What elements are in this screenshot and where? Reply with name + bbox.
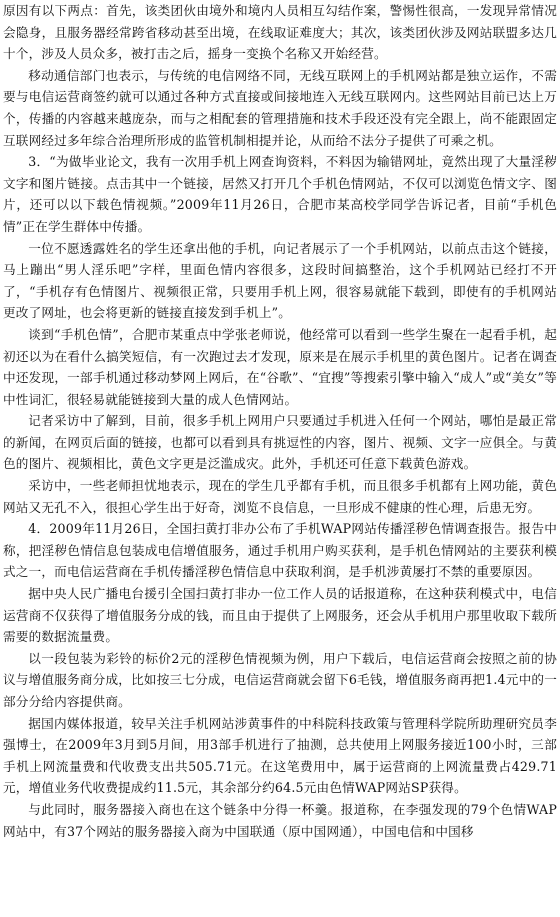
paragraph-7: 4．2009年11月26日，全国扫黄打非办公布了手机WAP网站传播淫秽色情调查报告。报告中称，把淫秽色情信息包装成电信增值服务，通过手机用户购买获利，是手机色情网站的主要获利模式之一，而电信运营商在手机传播淫秽色情信息中获取利润，是手机涉黄屡打不禁的重要原因。 [3,521,557,580]
paragraph-0: 原因有以下两点：首先，该类团伙由境外和境内人员相互勾结作案，警惕性很高，一发现异常情况会隐身，且服务器经常跨省移动甚至出境，在线取证难度大；其次，该类团伙涉及网站联盟多达几十个，涉及人员众多，被打击之后，摇身一变换个名称又开始经营。 [3,3,557,62]
paragraph-6: 采访中，一些老师担忧地表示，现在的学生几乎都有手机，而且很多手机都有上网功能，黄色网站又无孔不入，很担心学生出于好奇，浏览不良信息，一旦形成不健康的性心理，后患无穷。 [3,478,557,515]
paragraph-5: 记者采访中了解到，目前，很多手机上网用户只要通过手机进入任何一个网站，哪怕是最正常的新闻，在网页后面的链接，也都可以看到具有挑逗性的内容，图片、视频、文字一应俱全。与黄色的图片、视频相比，黄色文字更是泛滥成灾。此外，手机还可任意下载黄色游戏。 [3,413,557,472]
paragraph-1: 移动通信部门也表示，与传统的电信网络不同，无线互联网上的手机网站都是独立运作，不需要与电信运营商签约就可以通过各种方式直接或间接地连入无线互联网内。这些网站目前已达上万个，传播的内容越来越庞杂，而与之相配套的管理措施和技术手段还没有完全跟上，尚不能跟固定互联网经过多年综合治理所形成的监管机制相提并论，从而给不法分子提供了可乘之机。 [3,67,557,148]
paragraph-8: 据中央人民广播电台援引全国扫黄打非办一位工作人员的话报道称，在这种获利模式中，电信运营商不仅获得了增值服务分成的钱，而且由于提供了上网服务，还会从手机用户那里收取下载所需要的数据流量费。 [3,586,557,645]
paragraph-3: 一位不愿透露姓名的学生还拿出他的手机，向记者展示了一个手机网站，以前点击这个链接，马上蹦出“男人淫乐吧”字样，里面色情内容很多，这段时间搞整治，这个手机网站已经打不开了，“手机存有色情图片、视频很正常，只要用手机上网，很容易就能下载到，即使有的手机网站更改了网址，也会将更新的链接直接发到手机上”。 [3,240,557,321]
paragraph-2: 3．“为做毕业论文，我有一次用手机上网查询资料，不料因为输错网址，竟然出现了大量淫秽文字和图片链接。点击其中一个链接，居然又打开几个手机色情网站，不仅可以浏览色情文字、图片，还可以以下载色情视频。”2009年11月26日，合肥市某高校学同学告诉记者，目前“手机色情”正在学生群体中传播。 [3,154,557,234]
paragraph-4: 谈到“手机色情”，合肥市某重点中学张老师说，他经常可以看到一些学生聚在一起看手机，起初还以为在看什么搞笑短信，有一次跑过去才发现，原来是在展示手机里的黄色图片。记者在调查中还发现，一部手机通过移动梦网上网后，在“谷歌”、“宜搜”等搜索引擎中输入“成人”或“美女”等中性词汇，很轻易就能链接到大量的成人色情网站。 [3,326,557,407]
paragraph-10: 据国内媒体报道，较早关注手机网站涉黄事件的中科院科技政策与管理科学院所助理研究员李强博士，在2009年3月到5月间，用3部手机进行了抽测，总共使用上网服务接近100小时，三部手机上网流量费和代收费支出共505.71元。在这笔费用中，属于运营商的上网流量费占429.71元，增值业务代收费提成约11.5元，其余部分约64.5元由色情WAP网站SP获得。 [3,715,557,796]
paragraph-11: 与此同时，服务器接入商也在这个链条中分得一杯羹。报道称，在李强发现的79个色情WAP网站中，有37个网站的服务器接入商为中国联通（原中国网通），中国电信和中国移 [3,801,557,839]
paragraph-9: 以一段包装为彩铃的标价2元的淫秽色情视频为例，用户下载后，电信运营商会按照之前的协议与增值服务商分成，比如按三七分成，电信运营商就会留下6毛钱，增值服务商再把1.4元中的一部分分给内容提供商。 [3,650,557,709]
